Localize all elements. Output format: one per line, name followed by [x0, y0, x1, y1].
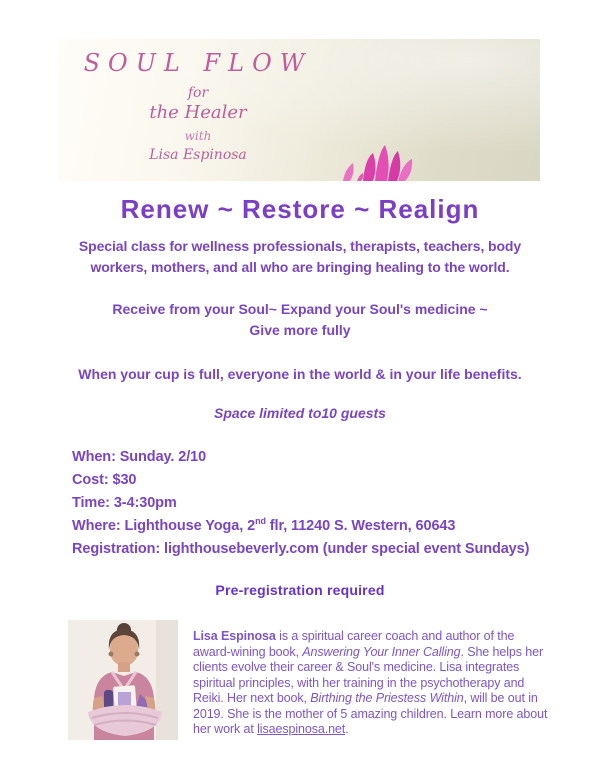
bio-intro: is a spiritual career coach and author of the award-wining book, — [193, 629, 515, 659]
intro-paragraph: Special class for wellness professionals, therapists, teachers, body workers, mothers, and all who are bringing healing to the world. — [78, 238, 522, 275]
bio-paragraph — [193, 620, 550, 740]
bio-end: . — [345, 722, 349, 736]
banner-subtitle-name: Lisa Espinosa — [149, 147, 247, 163]
headline: Renew ~ Restore ~ Realign — [120, 194, 480, 224]
bio-tail: , will be out in 2019. She is the mother of 5 amazing children. Learn more about her work at — [193, 691, 548, 736]
detail-registration: Registration: lighthousebeverly.com (under special event Sundays) — [72, 541, 530, 557]
detail-cost: Cost: $30 — [72, 472, 137, 488]
detail-where-suffix: flr, 11240 S. Western, 60643 — [265, 518, 456, 534]
event-details — [72, 446, 529, 561]
banner-title: SOUL FLOW — [83, 49, 313, 77]
bio-book-title-1: Answering Your Inner Calling — [302, 644, 461, 659]
capacity-line: Space limited to10 guests — [214, 405, 386, 421]
banner-subtitle-with: with — [184, 129, 212, 143]
lisa-espinosa-photo — [68, 620, 178, 740]
benefit-line: When your cup is full, everyone in the world & in your life benefits. — [78, 366, 522, 382]
banner-subtitle-for: for — [187, 85, 209, 101]
detail-where-ordinal: nd — [255, 516, 266, 527]
detail-when: When: Sunday. 2/10 — [72, 449, 207, 465]
detail-where-prefix: Where: Lighthouse Yoga, 2 — [72, 518, 256, 534]
receive-line-1: Receive from your Soul~ Expand your Soul's medicine ~ — [112, 301, 488, 317]
bio-book-title-2: Birthing the Priestess Within — [310, 691, 464, 705]
bio-name: Lisa Espinosa — [193, 629, 276, 643]
banner-image — [58, 39, 540, 181]
receive-line-2: Give more fully — [249, 322, 351, 338]
lotus-flower-icon — [335, 141, 421, 181]
detail-where — [72, 515, 529, 538]
bio-section — [68, 620, 550, 740]
detail-time: Time: 3-4:30pm — [72, 495, 177, 511]
receive-paragraph — [20, 299, 580, 341]
bio-website-link[interactable]: lisaespinosa.net — [257, 722, 346, 736]
bio-mid: . She helps her clients evolve their career & Soul's medicine. Lisa integrates spiritual principles, with her training in the psychotherapy and Reiki. Her next book, — [193, 644, 544, 705]
banner-subtitle-healer: the Healer — [149, 102, 247, 123]
preregistration-notice: Pre-registration required — [215, 582, 385, 598]
